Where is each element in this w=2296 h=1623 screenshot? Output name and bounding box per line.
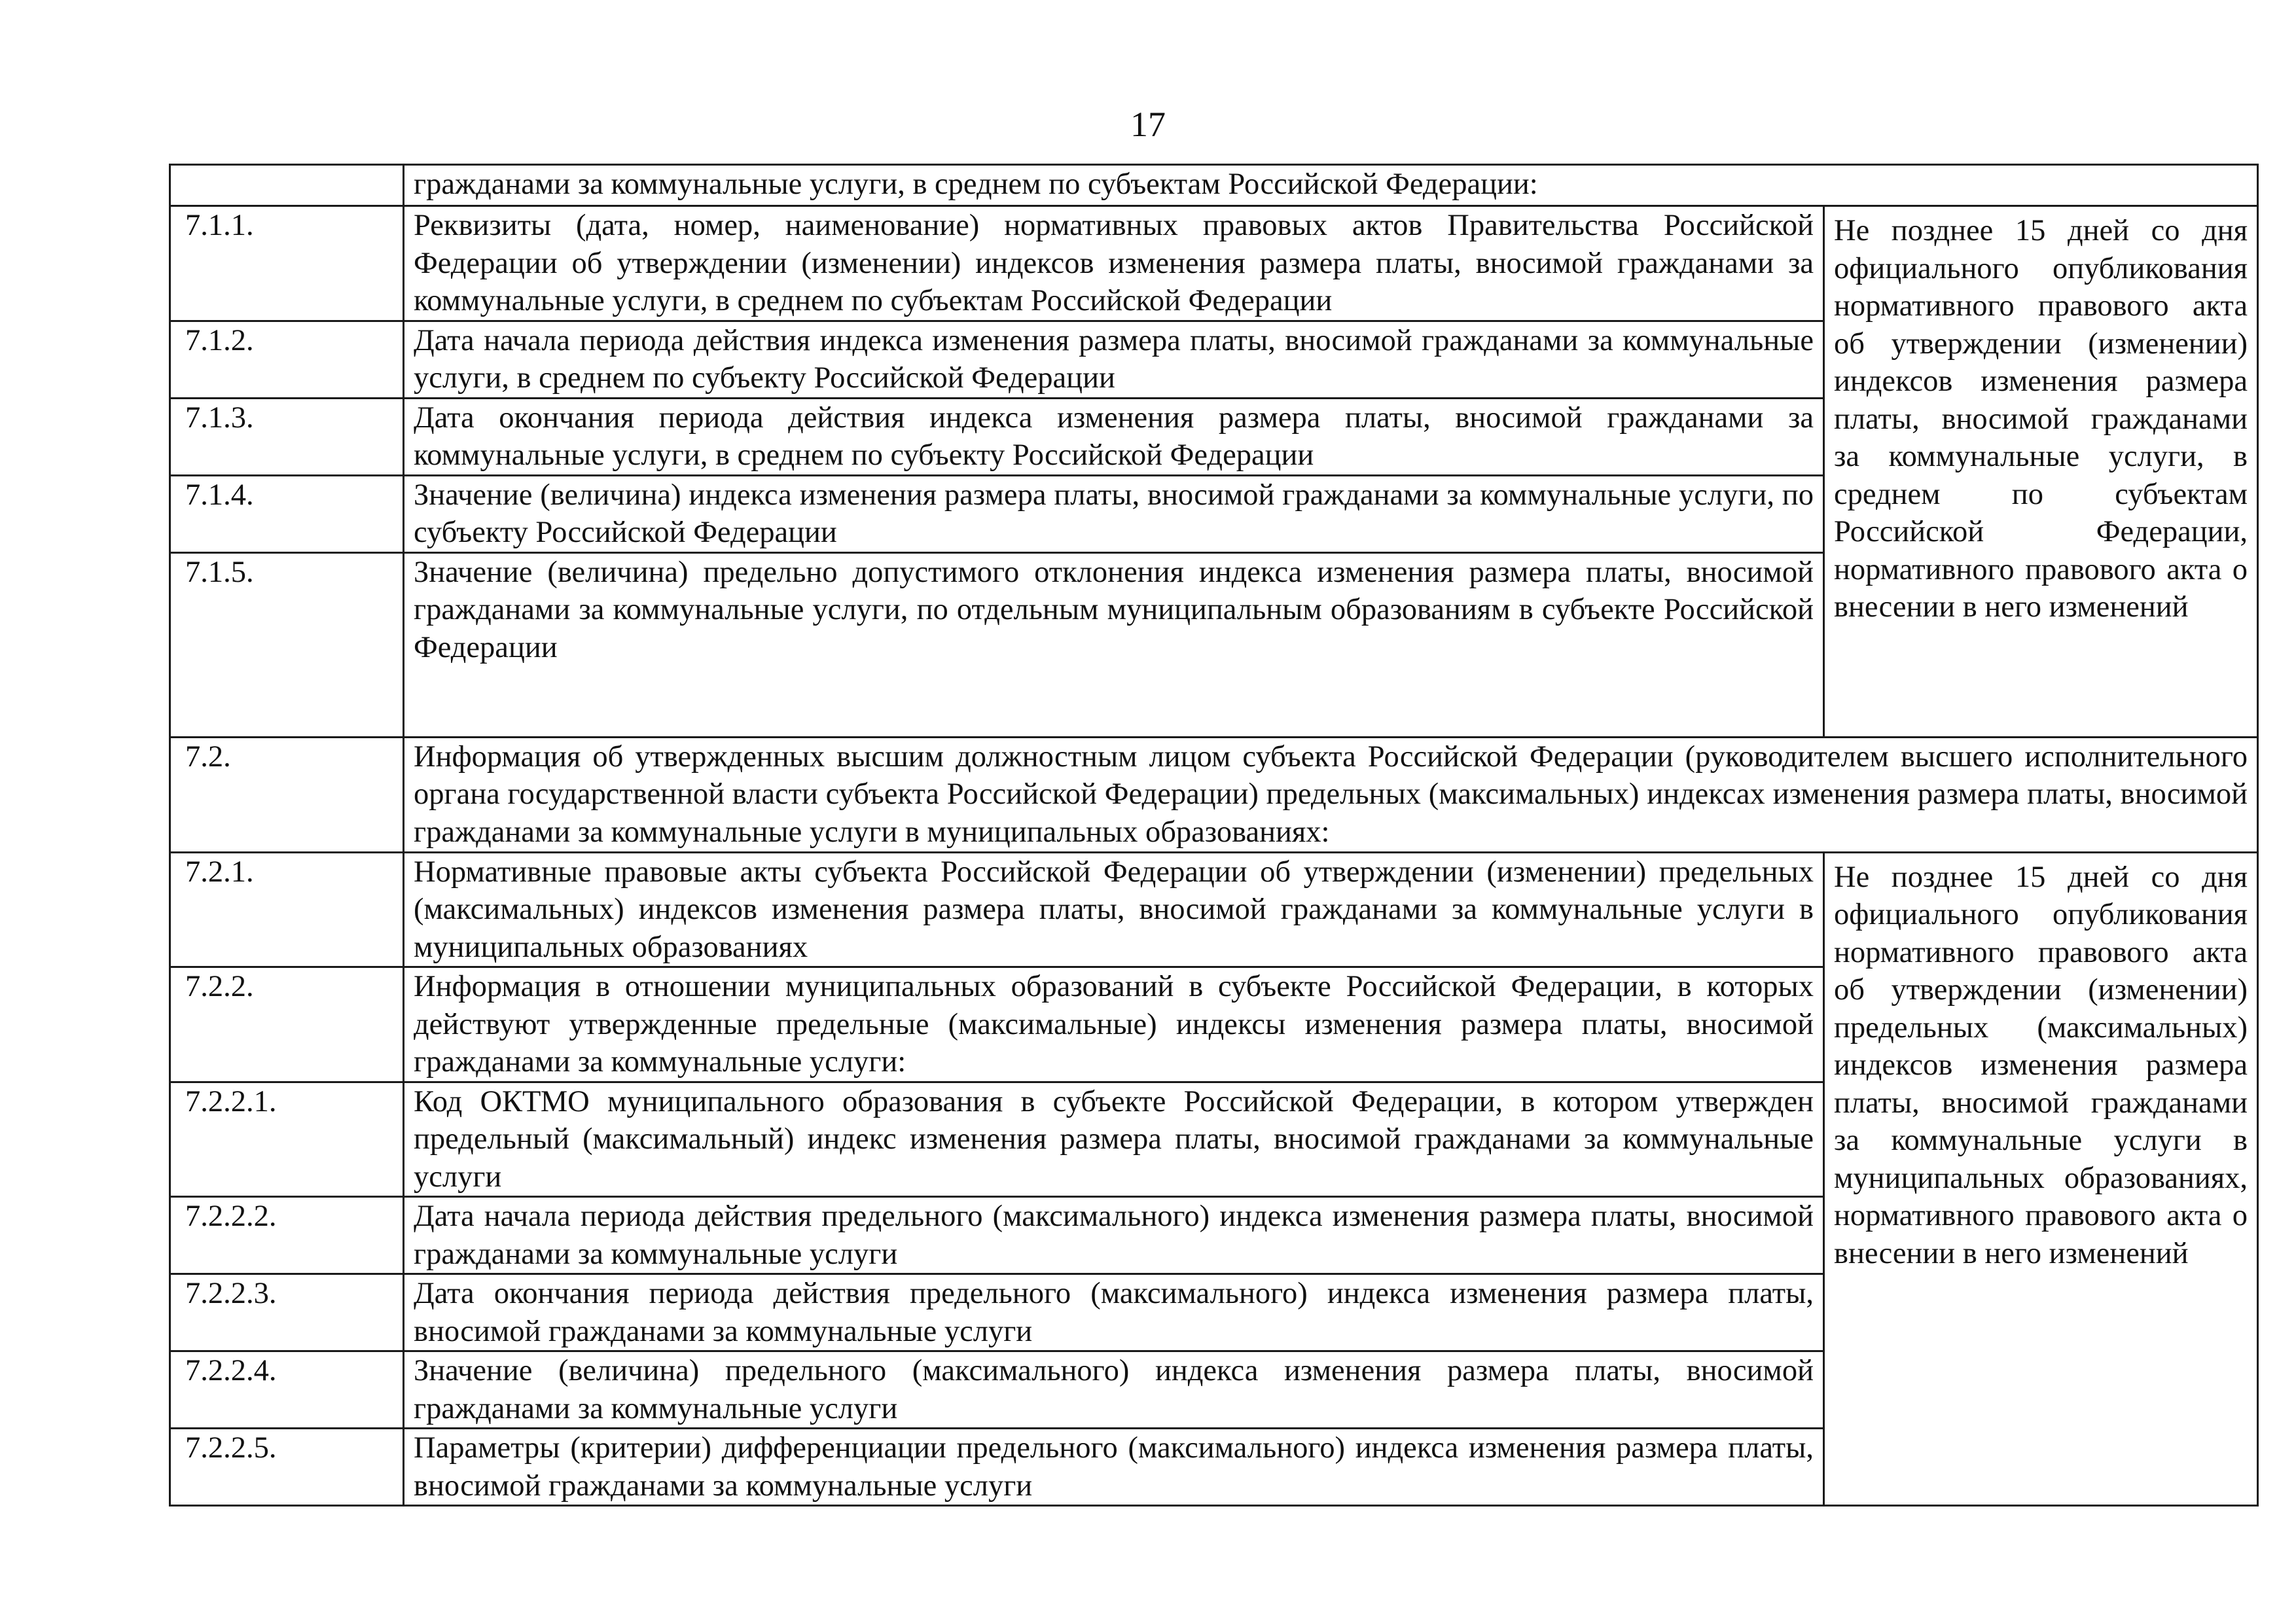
row-number: 7.2.2.5. [170, 1429, 404, 1506]
row-description: Дата начала периода действия индекса изменения размера платы, вносимой гражданами за коммунальные услуги, в среднем по субъекту Российской Федерации [404, 321, 1824, 398]
row-description: Значение (величина) предельного (максимального) индекса изменения размера платы, вносимой гражданами за коммунальные услуги [404, 1351, 1824, 1429]
row-description: Значение (величина) индекса изменения размера платы, вносимой гражданами за коммунальные услуги, по субъекту Российской Федерации [404, 475, 1824, 552]
row-number: 7.2.2. [170, 967, 404, 1082]
row-number: 7.1.3. [170, 398, 404, 475]
row-description: Информация об утвержденных высшим должностным лицом субъекта Российской Федерации (руководителем высшего исполнительного органа государственной власти субъекта Российской Федерации) предельных (максимальных) индексах изменения размера платы, вносимой гражданами за коммунальные услуги в муниципальных образованиях: [404, 737, 2258, 852]
row-number: 7.1.2. [170, 321, 404, 398]
row-number-cell [170, 165, 404, 206]
table-row [170, 165, 2258, 206]
row-description: Код ОКТМО муниципального образования в субъекте Российской Федерации, в котором утвержден предельный (максимальный) индекс изменения размера платы, вносимой гражданами за коммунальные услуги [404, 1082, 1824, 1197]
row-number: 7.2.2.4. [170, 1351, 404, 1429]
table-row [170, 852, 2258, 967]
row-description: Дата окончания периода действия индекса изменения размера платы, вносимой гражданами за коммунальные услуги, в среднем по субъекту Российской Федерации [404, 398, 1824, 475]
continuation-text: гражданами за коммунальные услуги, в среднем по субъектам Российской Федерации: [404, 165, 2258, 206]
information-table [169, 164, 2259, 1507]
deadline-cell: Не позднее 15 дней со дня официального опубликования нормативного правового акта об утверждении (изменении) индексов изменения размера платы, вносимой гражданами за коммунальные услуги, в среднем по субъектам Российской Федерации, нормативного правового акта о внесении в него изменений [1824, 206, 2258, 738]
row-description: Реквизиты (дата, номер, наименование) нормативных правовых актов Правительства Российской Федерации об утверждении (изменении) индексов изменения размера платы, вносимой гражданами за коммунальные услуги, в среднем по субъектам Российской Федерации [404, 206, 1824, 321]
row-number: 7.2. [170, 737, 404, 852]
table-row [170, 737, 2258, 852]
row-number: 7.2.2.3. [170, 1274, 404, 1351]
row-description: Дата начала периода действия предельного (максимального) индекса изменения размера платы, вносимой гражданами за коммунальные услуги [404, 1197, 1824, 1274]
page-number: 17 [1130, 105, 1166, 144]
row-description: Параметры (критерии) дифференциации предельного (максимального) индекса изменения размера платы, вносимой гражданами за коммунальные услуги [404, 1429, 1824, 1506]
row-number: 7.1.4. [170, 475, 404, 552]
row-description: Информация в отношении муниципальных образований в субъекте Российской Федерации, в которых действуют утвержденные предельные (максимальные) индексы изменения размера платы, вносимой гражданами за коммунальные услуги: [404, 967, 1824, 1082]
row-number: 7.2.2.1. [170, 1082, 404, 1197]
table-row [170, 206, 2258, 321]
row-number: 7.1.1. [170, 206, 404, 321]
row-number: 7.2.2.2. [170, 1197, 404, 1274]
deadline-cell: Не позднее 15 дней со дня официального опубликования нормативного правового акта об утверждении (изменении) предельных (максимальных) индексов изменения размера платы, вносимой гражданами за коммунальные услуги в муниципальных образованиях, нормативного правового акта о внесении в него изменений [1824, 852, 2258, 1506]
row-description: Нормативные правовые акты субъекта Российской Федерации об утверждении (изменении) предельных (максимальных) индексов изменения размера платы, вносимой гражданами за коммунальные услуги в муниципальных образованиях [404, 852, 1824, 967]
row-number: 7.1.5. [170, 552, 404, 737]
row-description: Дата окончания периода действия предельного (максимального) индекса изменения размера платы, вносимой гражданами за коммунальные услуги [404, 1274, 1824, 1351]
row-number: 7.2.1. [170, 852, 404, 967]
row-description: Значение (величина) предельно допустимого отклонения индекса изменения размера платы, вносимой гражданами за коммунальные услуги, по отдельным муниципальным образованиям в субъекте Российской Федерации [404, 552, 1824, 737]
